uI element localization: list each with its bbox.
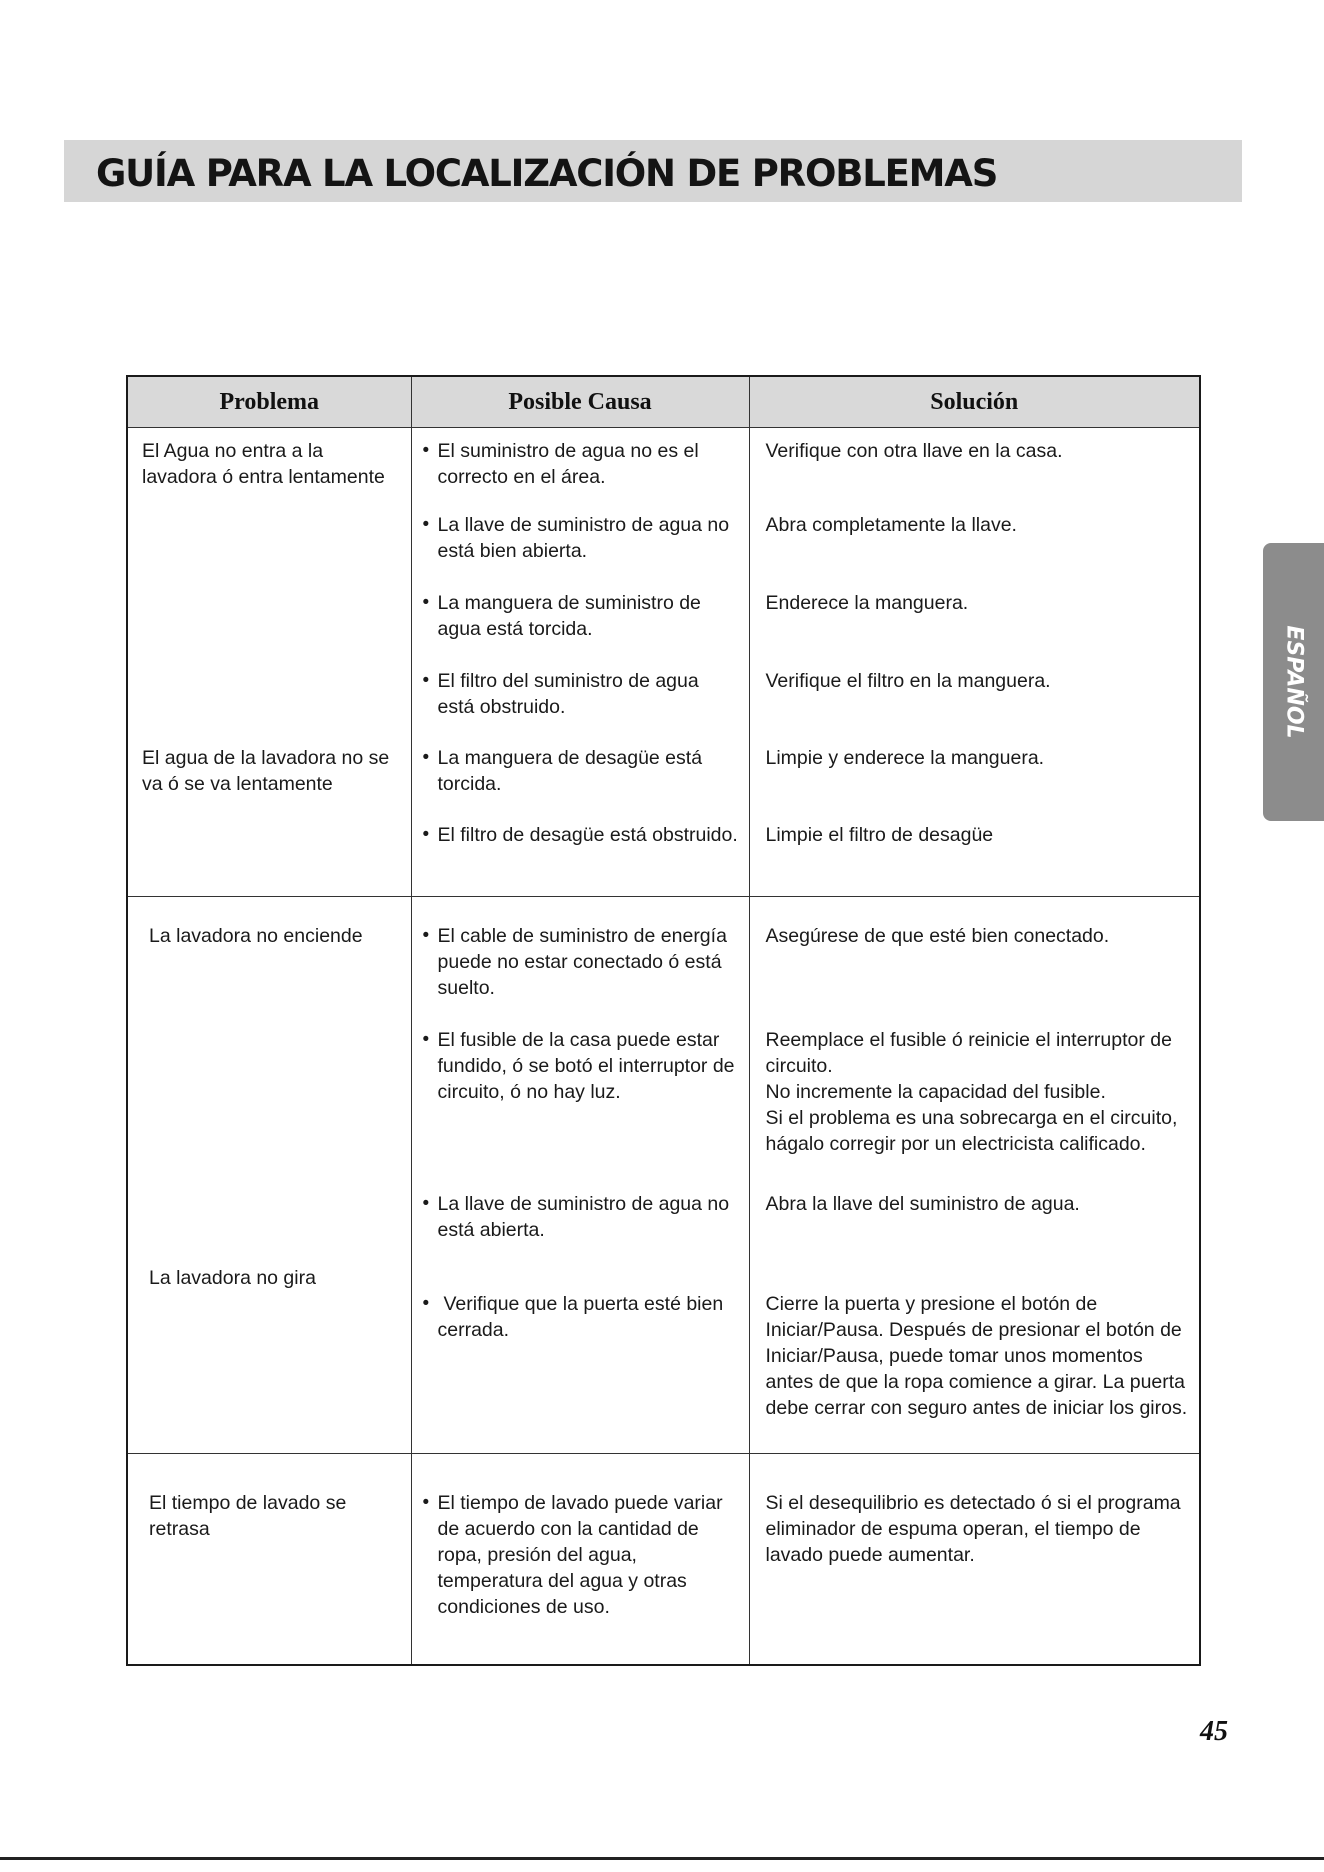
table-group-water: [127, 428, 1200, 897]
solution-item: Abra completamente la llave.: [765, 514, 1017, 536]
header-posible-causa: Posible Causa: [411, 376, 749, 428]
troubleshooting-table: [126, 375, 1201, 1666]
cause-item: • La manguera de suministro de agua está torcida.: [422, 592, 701, 640]
bottom-divider: [0, 1857, 1324, 1860]
solution-item: Enderece la manguera.: [765, 592, 969, 614]
cause-item: • El fusible de la casa puede estar fundido, ó se botó el interruptor de circuito, ó no hay luz.: [422, 1029, 735, 1103]
table-row: [127, 590, 1200, 668]
table-row: [127, 1171, 1200, 1265]
header-solucion: Solución: [749, 376, 1200, 428]
table-row: [127, 1265, 1200, 1454]
cause-item: • El filtro del suministro de agua está obstruido.: [422, 670, 699, 718]
table-row: [127, 897, 1200, 1002]
problem-no-power: La lavadora no enciende: [149, 925, 363, 947]
cause-item: • El suministro de agua no es el correcto en el área.: [422, 440, 699, 488]
page-number: 45: [1200, 1716, 1228, 1747]
table-row: [127, 1454, 1200, 1666]
title-banner: [64, 140, 1242, 202]
cause-item: • El cable de suministro de energía puede no estar conectado ó está suelto.: [422, 925, 727, 999]
solution-item: Limpie el filtro de desagüe: [765, 824, 994, 846]
table-row: [127, 1001, 1200, 1171]
table-row: [127, 428, 1200, 513]
problem-no-spin: La lavadora no gira: [149, 1267, 316, 1289]
solution-item: No incremente la capacidad del fusible.: [765, 1081, 1106, 1103]
cause-item: • La llave de suministro de agua no está abierta.: [422, 1193, 730, 1241]
cause-item: • Verifique que la puerta esté bien cerrada.: [422, 1293, 724, 1341]
solution-item: Verifique con otra llave en la casa.: [765, 440, 1063, 462]
table-row: [127, 822, 1200, 897]
cause-item: • La manguera de desagüe está torcida.: [422, 747, 703, 795]
solution-item: Limpie y enderece la manguera.: [765, 747, 1045, 769]
table-row: [127, 668, 1200, 745]
cause-item: • La llave de suministro de agua no está bien abierta.: [422, 514, 730, 562]
table-group-wash-time: [127, 1454, 1200, 1666]
table-row: [127, 745, 1200, 822]
language-tab-label: ESPAÑOL: [1281, 625, 1306, 739]
solution-item: Abra la llave del suministro de agua.: [765, 1193, 1080, 1215]
solution-item: Reemplace el fusible ó reinicie el interruptor de circuito.: [765, 1029, 1172, 1077]
problem-water-fill: El Agua no entra a la lavadora ó entra lentamente: [142, 440, 385, 488]
table-group-power-spin: [127, 897, 1200, 1454]
page-title: GUÍA PARA LA LOCALIZACIÓN DE PROBLEMAS: [96, 152, 998, 195]
problem-wash-delay: El tiempo de lavado se retrasa: [149, 1492, 347, 1540]
problem-water-drain: El agua de la lavadora no se va ó se va lentamente: [142, 747, 390, 795]
table-header-row: [127, 376, 1200, 428]
solution-item: Verifique el filtro en la manguera.: [765, 670, 1051, 692]
header-problema: Problema: [127, 376, 411, 428]
solution-item: Si el desequilibrio es detectado ó si el programa eliminador de espuma operan, el tiempo de lavado puede aumentar.: [765, 1492, 1181, 1566]
cause-item: • El tiempo de lavado puede variar de acuerdo con la cantidad de ropa, presión del agua, temperatura del agua y otras condiciones de uso.: [422, 1492, 723, 1618]
solution-item: Si el problema es una sobrecarga en el circuito, hágalo corregir por un electricista calificado.: [765, 1107, 1178, 1155]
solution-item: Asegúrese de que esté bien conectado.: [765, 925, 1110, 947]
solution-item: Cierre la puerta y presione el botón de Iniciar/Pausa. Después de presionar el botón de Iniciar/Pausa, puede tomar unos momentos antes de que la ropa comience a girar. La puerta debe cerrar con seguro antes de iniciar los giros.: [765, 1293, 1188, 1419]
language-tab: [1263, 543, 1324, 821]
cause-item: • El filtro de desagüe está obstruido.: [422, 824, 738, 846]
table-row: [127, 512, 1200, 590]
